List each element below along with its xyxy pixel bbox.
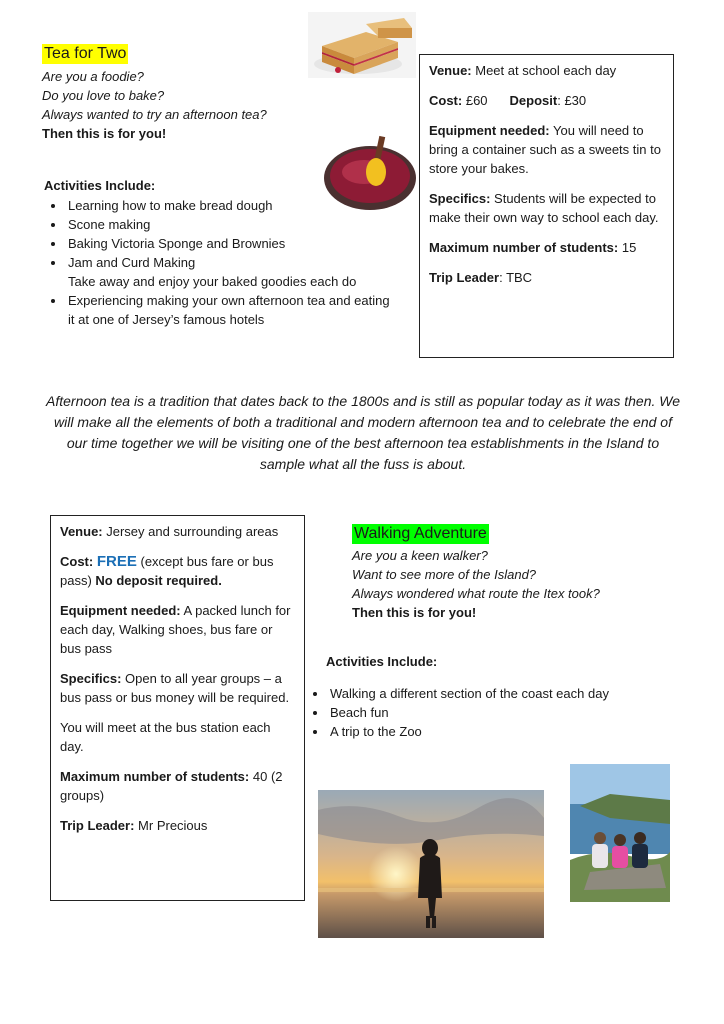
equipment-line (429, 121, 664, 178)
tea-activities-heading: Activities Include: (44, 178, 156, 193)
venue-label: Venue: (60, 524, 103, 539)
cost-label: Cost: (60, 554, 94, 569)
tea-info-box (419, 54, 674, 358)
list-item: • Walking a different section of the coast each day (328, 684, 724, 703)
tea-question: Do you love to bake? (42, 88, 165, 103)
no-deposit: No deposit required. (95, 573, 222, 588)
list-item: • Scone making (66, 215, 462, 234)
walk-activities-list (306, 684, 724, 741)
trip-leader-line (60, 816, 295, 835)
specifics-line (60, 669, 295, 707)
venue-line (60, 522, 295, 541)
specifics-value: Students will be expected to make their own way to school each day. (429, 191, 659, 225)
tea-question: Always wanted to try an afternoon tea? (42, 107, 267, 122)
beach-sunset-image (318, 790, 544, 938)
trip-leader-value: Mr Precious (138, 818, 208, 833)
tea-activities-list (22, 196, 462, 329)
venue-value: Meet at school each day (475, 63, 617, 78)
cliff-walkers-image (570, 764, 670, 902)
walk-question: Are you a keen walker? (352, 548, 488, 563)
cost-free: FREE (96, 553, 137, 570)
trip-leader-line (429, 268, 664, 287)
walk-question: Always wondered what route the Itex took? (352, 586, 600, 601)
list-item: • Experiencing making your own afternoon tea and eating it at one of Jersey’s famous hotels (66, 291, 394, 329)
list-item: • Jam and Curd Making (66, 253, 462, 272)
max-students-line (429, 238, 664, 257)
tea-title: Tea for Two (44, 45, 127, 62)
equipment-value: You will need to bring a container such as a sweets tin to store your bakes. (429, 123, 661, 176)
jam-image (318, 132, 418, 212)
walk-activities-heading: Activities Include: (326, 654, 438, 669)
cost-label: Cost: (429, 93, 463, 108)
cost-line (60, 552, 295, 590)
list-item: • Baking Victoria Sponge and Brownies (66, 234, 462, 253)
equipment-label: Equipment needed: (60, 603, 181, 618)
list-item: • Learning how to make bread dough (66, 196, 462, 215)
specifics-label: Specifics: (429, 191, 491, 206)
equipment-label: Equipment needed: (429, 123, 550, 138)
trip-leader-label: Trip Leader: (60, 818, 135, 833)
walk-cta: Then this is for you! (352, 605, 477, 620)
walk-info-box (50, 515, 305, 901)
cake-image (308, 12, 416, 78)
tea-section (42, 44, 267, 143)
cost-note: (except bus fare or bus pass) (60, 554, 274, 588)
max-students-label: Maximum number of students: (60, 769, 250, 784)
max-students-line (60, 767, 295, 805)
deposit-value: : £30 (557, 93, 587, 108)
venue-label: Venue: (429, 63, 472, 78)
walk-section (352, 524, 600, 622)
trip-leader-label: Trip Leader (429, 270, 500, 285)
list-item: • A trip to the Zoo (328, 722, 724, 741)
venue-value: Jersey and surrounding areas (106, 524, 279, 539)
walk-question: Want to see more of the Island? (352, 567, 537, 582)
tea-description: Afternoon tea is a tradition that dates back to the 1800s and is still as popular today as it was then. We will make all the elements of both a traditional and modern afternoon tea and to celebrate the end of our time together we will be visiting one of the best afternoon tea establishments in the Island to sample what all the fuss is about. (46, 393, 681, 472)
specifics-value: Open to all year groups – a bus pass or bus money will be required. (60, 671, 290, 705)
tea-cta: Then this is for you! (42, 126, 167, 141)
max-students-value: 40 (2 groups) (60, 769, 283, 803)
specifics-label: Specifics: (60, 671, 122, 686)
max-students-label: Maximum number of students: (429, 240, 619, 255)
list-item: • Beach fun (328, 703, 724, 722)
meet-line: You will meet at the bus station each day. (60, 720, 271, 754)
max-students-value: 15 (621, 240, 637, 255)
walk-title: Walking Adventure (354, 525, 487, 542)
tea-intro (42, 67, 267, 143)
walk-intro (352, 546, 600, 622)
list-item: • Take away and enjoy your baked goodies each do (66, 272, 462, 291)
specifics-line (429, 189, 664, 227)
venue-line (429, 61, 664, 80)
equipment-value: A packed lunch for each day, Walking shoes, bus fare or bus pass (60, 603, 291, 656)
tea-question: Are you a foodie? (42, 69, 144, 84)
cost-line (429, 91, 664, 110)
deposit-label: Deposit (509, 93, 558, 108)
equipment-line (60, 601, 295, 658)
trip-leader-value: : TBC (499, 270, 533, 285)
cost-value: £60 (465, 93, 488, 108)
